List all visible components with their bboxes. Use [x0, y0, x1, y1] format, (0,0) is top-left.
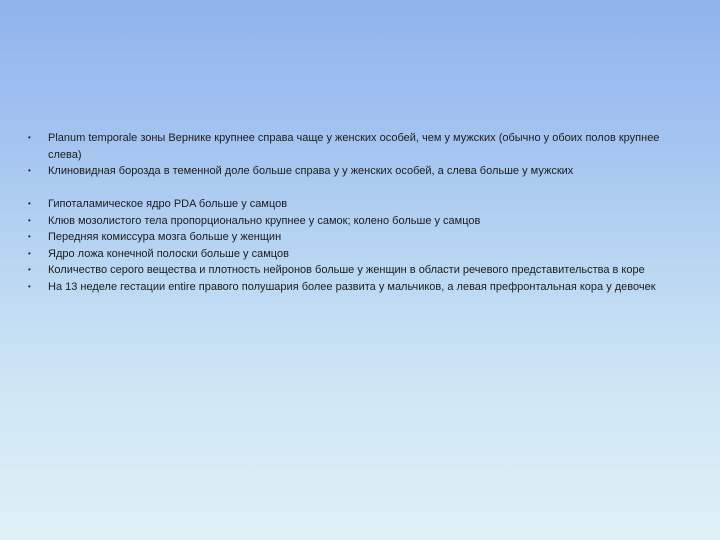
bullet-text: Клюв мозолистого тела пропорционально крупнее у самок; колено больше у самцов	[48, 214, 481, 227]
bullet-icon: •	[28, 265, 31, 274]
bullet-icon: •	[28, 281, 31, 291]
bullet-list-group-2	[28, 196, 688, 295]
bullet-icon: •	[28, 133, 31, 142]
bullet-list-group-1	[28, 130, 688, 180]
bullet-icon: •	[28, 248, 31, 258]
bullet-item	[28, 262, 688, 279]
bullet-icon: •	[28, 166, 31, 175]
bullet-item	[28, 130, 688, 163]
bullet-text: Planum temporale зоны Вернике крупнее справа чаще у женских особей, чем у мужских (обычно у обоих полов крупнее слева)	[48, 132, 660, 161]
bullet-text: Количество серого вещества и плотность нейронов больше у женщин в области речевого представительства в коре	[48, 264, 645, 276]
bullet-item	[28, 229, 688, 246]
bullet-item	[28, 213, 688, 230]
bullet-item	[28, 279, 688, 296]
bullet-item	[28, 246, 688, 263]
bullet-icon: •	[28, 215, 31, 225]
bullet-item	[28, 196, 688, 213]
bullet-text: Передняя комиссура мозга больше у женщин	[48, 231, 282, 243]
bullet-text: Клиновидная борозда в теменной доле больше справа у у женских особей, а слева больше у мужских	[48, 165, 574, 177]
bullet-icon: •	[28, 232, 31, 241]
bullet-item	[28, 163, 688, 180]
bullet-text: На 13 неделе гестации entire правого полушария более развита у мальчиков, а левая префронтальная кора у девочек	[48, 280, 656, 293]
bullet-icon: •	[28, 199, 31, 208]
bullet-text: Гипоталамическое ядро PDA больше у самцов	[48, 198, 288, 210]
bullet-text: Ядро ложа конечной полоски больше у самцов	[48, 247, 289, 260]
